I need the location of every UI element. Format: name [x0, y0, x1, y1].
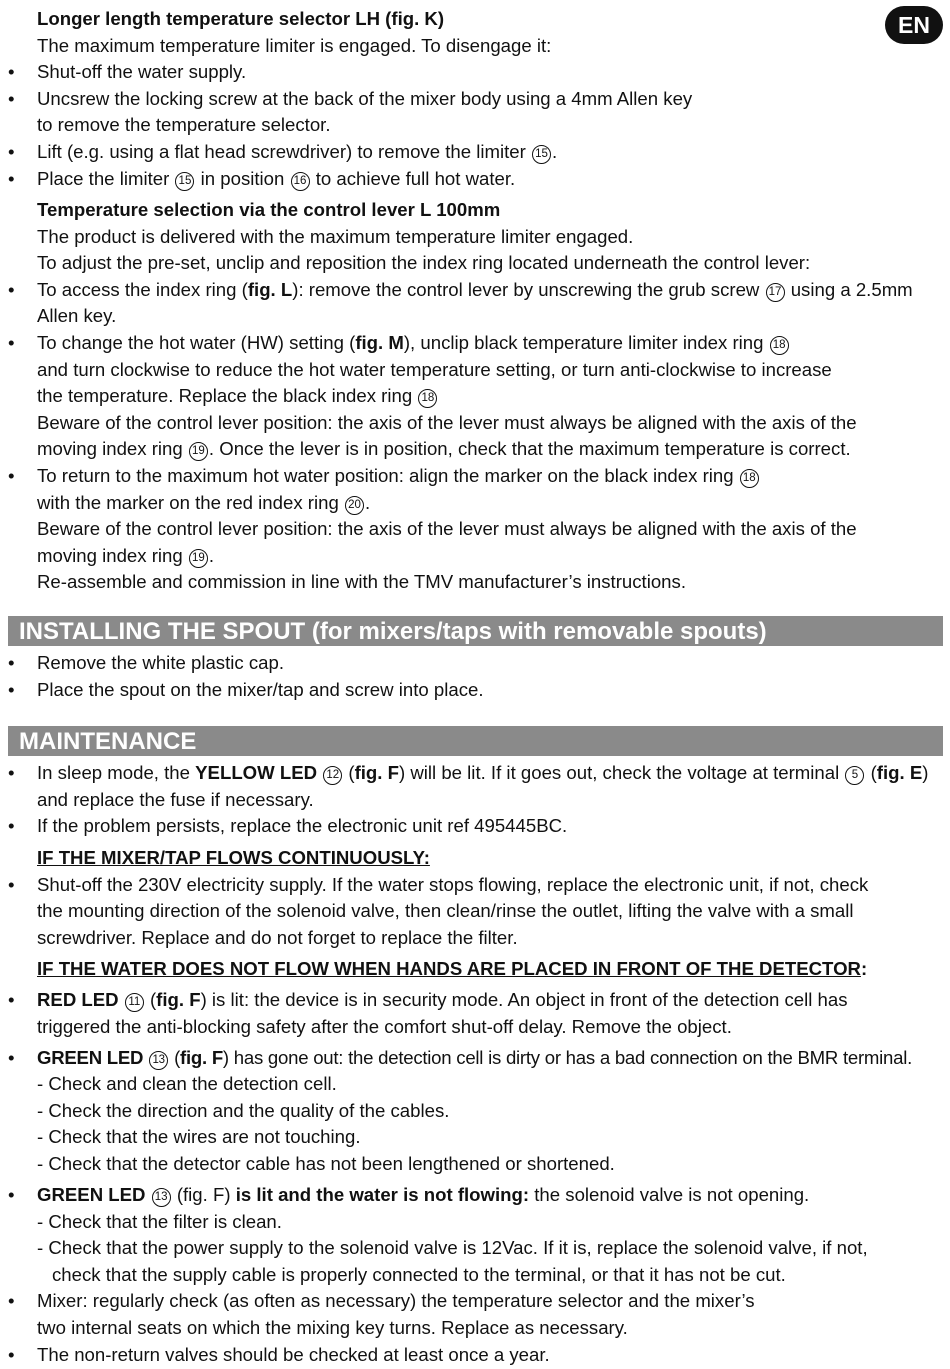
list-item: • RED LED 11 (fig. F) is lit: the device is in security mode. An object in front of the detection cell has triggered the anti-blocking safety after the comfort shut-off delay. Remove the object.: [0, 987, 945, 1040]
list-item: • Place the limiter 15 in position 16 to achieve full hot water.: [0, 166, 945, 193]
list-item: • Uncsrew the locking screw at the back of the mixer body using a 4mm Allen key to remove the temperature selector.: [0, 86, 945, 139]
language-badge: EN: [885, 6, 943, 44]
section-title: Longer length temperature selector LH (fig. K): [37, 8, 445, 29]
paragraph: The maximum temperature limiter is engaged. To disengage it:: [37, 34, 552, 56]
callout-number: 17: [766, 283, 785, 302]
callout-number: 19: [189, 442, 208, 461]
section-maintenance: [0, 760, 945, 840]
callout-number: 11: [125, 993, 144, 1012]
callout-number: 13: [152, 1188, 171, 1207]
list-item: • To change the hot water (HW) setting (fig. M), unclip black temperature limiter index ring 18 and turn clockwise to reduce the hot water temperature setting, or turn anti-clockwise to increase the temperature. Replace the black index ring 18 Beware of the control lever position: the axis of the lever must always be aligned with the axis of the moving index ring 19 . Once the lever is in position, check that the maximum temperature is correct.: [0, 330, 945, 463]
callout-number: 15: [175, 172, 194, 191]
list-item: • To return to the maximum hot water position: align the marker on the black index ring 18 with the marker on the red index ring 20 . Beware of the control lever position: the axis of the lever must always be aligned with the axis of the moving index ring 19 .: [0, 463, 945, 569]
paragraph: Re-assemble and commission in line with the TMV manufacturer’s instructions.: [37, 571, 686, 593]
subsection-title: IF THE WATER DOES NOT FLOW WHEN HANDS ARE PLACED IN FRONT OF THE DETECTOR:: [37, 958, 868, 979]
callout-number: 15: [532, 145, 551, 164]
section-spout: [0, 650, 945, 703]
section-does-not-flow: [0, 956, 945, 983]
green-led-lit-item: [0, 1182, 945, 1368]
callout-number: 13: [149, 1051, 168, 1070]
list-item: • Place the spout on the mixer/tap and screw into place.: [0, 677, 945, 704]
list-item: • GREEN LED 13 (fig. F) has gone out: the detection cell is dirty or has a bad connection on the BMR terminal.: [0, 1045, 945, 1072]
section-title: Temperature selection via the control lever L 100mm: [37, 199, 501, 220]
check-item: - Check the direction and the quality of the cables.: [37, 1099, 450, 1121]
check-item: - Check and clean the detection cell.: [37, 1073, 337, 1094]
list-item: • Remove the white plastic cap.: [0, 650, 945, 677]
callout-number: 18: [418, 389, 437, 408]
callout-number: 18: [740, 469, 759, 488]
check-item: - Check that the power supply to the solenoid valve is 12Vac. If it is, replace the solenoid valve, if not,: [37, 1237, 868, 1259]
list-item: • Lift (e.g. using a flat head screwdriver) to remove the limiter 15 .: [0, 139, 945, 166]
list-item: • Mixer: regularly check (as often as necessary) the temperature selector and the mixer’s two internal seats on which the mixing key turns. Replace as necessary.: [0, 1288, 945, 1341]
list-item: • The non-return valves should be checked at least once a year.: [0, 1342, 945, 1369]
green-led-out-item: [0, 1045, 945, 1072]
check-item: - Check that the filter is clean.: [37, 1210, 282, 1232]
check-item: - Check that the wires are not touching.: [37, 1126, 361, 1148]
callout-number: 5: [845, 766, 864, 785]
green-led-out-checks: [0, 1071, 945, 1177]
callout-number: 18: [770, 336, 789, 355]
subsection-title: IF THE MIXER/TAP FLOWS CONTINUOUSLY:: [37, 847, 430, 868]
callout-number: 16: [291, 172, 310, 191]
check-item-continued: check that the supply cable is properly connected to the terminal, or that it has not be cut.: [52, 1263, 786, 1285]
list-item: • In sleep mode, the YELLOW LED 12 (fig. F) will be lit. If it goes out, check the voltage at terminal 5 (fig. E) and replace the fuse if necessary.: [0, 760, 945, 813]
list-item: • Shut-off the 230V electricity supply. If the water stops flowing, replace the electronic unit, if not, check the mounting direction of the solenoid valve, then clean/rinse the outlet, lifting the valve with a small screwdriver. Replace and do not forget to replace the filter.: [0, 872, 945, 952]
list-item: • GREEN LED 13 (fig. F) is lit and the water is not flowing: the solenoid valve is not opening.: [0, 1182, 945, 1209]
list-item: • If the problem persists, replace the electronic unit ref 495445BC.: [0, 813, 945, 840]
callout-number: 19: [189, 549, 208, 568]
callout-number: 12: [323, 766, 342, 785]
section-flows-continuously: [0, 845, 945, 951]
check-item: - Check that the detector cable has not been lengthened or shortened.: [37, 1152, 615, 1174]
paragraph: To adjust the pre-set, unclip and reposition the index ring located underneath the control lever:: [37, 252, 811, 274]
paragraph: The product is delivered with the maximum temperature limiter engaged.: [37, 225, 634, 247]
section-heading-maintenance: MAINTENANCE: [8, 726, 943, 756]
section-temperature-selector-lh: [0, 6, 945, 192]
section-heading-spout: INSTALLING THE SPOUT (for mixers/taps with removable spouts): [8, 616, 943, 646]
list-item: • Shut-off the water supply.: [0, 59, 945, 86]
callout-number: 20: [345, 496, 364, 515]
red-led-item: [0, 987, 945, 1040]
list-item: • To access the index ring (fig. L): remove the control lever by unscrewing the grub screw 17 using a 2.5mm Allen key.: [0, 277, 945, 330]
section-control-lever: [0, 197, 945, 596]
